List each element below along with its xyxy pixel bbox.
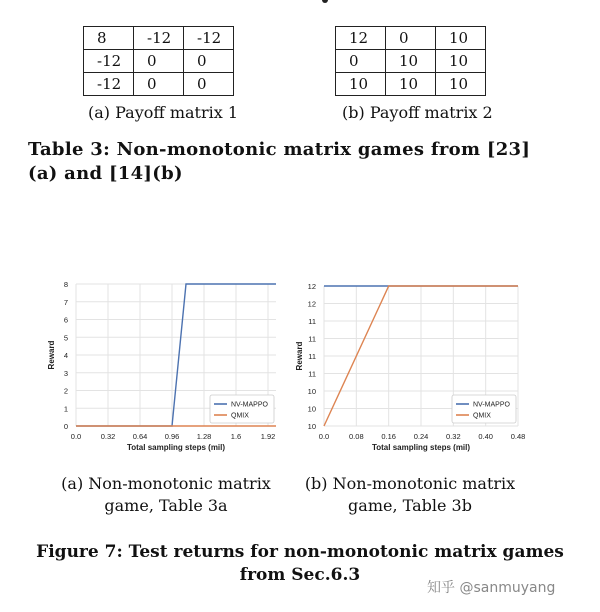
chart-a-caption: (a) Non-monotonic matrix game, Table 3a <box>61 474 271 515</box>
matrix-cell: 0 <box>134 73 184 96</box>
chart-b-caption: (b) Non-monotonic matrix game, Table 3b <box>304 474 516 515</box>
y-tick-label: 11 <box>308 334 316 344</box>
matrix-cell: -12 <box>184 27 234 50</box>
x-tick-label: 0.24 <box>413 432 429 441</box>
x-tick-label: 0.08 <box>349 432 364 441</box>
x-tick-label: 0.48 <box>510 432 526 441</box>
chart-a <box>38 270 288 465</box>
page-fragment <box>322 0 328 3</box>
matrix-cell: 10 <box>386 73 436 96</box>
legend-label: QMIX <box>473 412 491 420</box>
matrix-cell: 0 <box>134 50 184 73</box>
x-axis-label: Total sampling steps (mil) <box>126 443 226 452</box>
y-axis-label: Reward <box>295 341 304 371</box>
table-row <box>336 27 486 50</box>
y-tick-label: 10 <box>307 422 316 431</box>
table-row <box>84 27 234 50</box>
y-tick-label: 10 <box>307 387 316 396</box>
matrix-cell: -12 <box>84 50 134 73</box>
x-tick-label: 1.6 <box>230 432 242 441</box>
y-axis-label: Reward <box>47 340 56 370</box>
y-tick-label: 0 <box>63 422 68 431</box>
y-tick-label: 11 <box>308 317 316 326</box>
matrix-cell: 12 <box>336 27 386 50</box>
x-tick-label: 0.16 <box>381 432 396 441</box>
y-tick-label: 10 <box>307 404 316 414</box>
x-tick-label: 0.64 <box>132 432 148 441</box>
figure-caption: Figure 7: Test returns for non-monotonic matrix games from Sec.6.3 <box>36 542 564 585</box>
matrix-1-caption: (a) Payoff matrix 1 <box>88 103 239 122</box>
matrix-cell: 0 <box>336 50 386 73</box>
y-tick-label: 5 <box>63 333 68 343</box>
legend-label: NV-MAPPO <box>231 401 268 409</box>
legend-label: NV-MAPPO <box>473 401 510 409</box>
y-tick-label: 11 <box>308 369 316 379</box>
y-tick-label: 1 <box>63 404 68 414</box>
table-caption: Table 3: Non-monotonic matrix games from [23] (a) and [14](b) <box>28 139 531 184</box>
x-tick-label: 0.40 <box>478 432 493 441</box>
matrix-2-caption: (b) Payoff matrix 2 <box>342 103 493 122</box>
matrix-cell: 0 <box>184 50 234 73</box>
table-row <box>84 50 234 73</box>
y-tick-label: 3 <box>63 368 68 378</box>
x-tick-label: 1.28 <box>196 432 212 441</box>
x-tick-label: 0.0 <box>70 432 82 441</box>
table-row <box>336 50 486 73</box>
matrix-cell: 0 <box>386 27 436 50</box>
x-tick-label: 0.96 <box>164 432 180 441</box>
y-tick-label: 4 <box>63 351 68 360</box>
x-tick-label: 0.32 <box>446 432 461 441</box>
matrix-cell: 10 <box>436 27 486 50</box>
matrix-cell: 10 <box>436 73 486 96</box>
legend-label: QMIX <box>231 412 249 420</box>
chart-b <box>286 270 531 465</box>
y-tick-label: 12 <box>307 282 316 291</box>
x-tick-label: 0.32 <box>100 432 116 441</box>
y-tick-label: 2 <box>63 386 68 396</box>
matrix-cell: 10 <box>436 50 486 73</box>
matrix-cell: 8 <box>84 27 134 50</box>
y-tick-label: 8 <box>63 280 68 289</box>
matrix-cell: 0 <box>184 73 234 96</box>
y-tick-label: 12 <box>307 299 316 309</box>
payoff-matrix-2 <box>335 26 486 96</box>
watermark: 知乎 @sanmuyang <box>427 580 556 596</box>
table-row <box>84 73 234 96</box>
y-tick-label: 7 <box>63 297 68 307</box>
table-row <box>336 73 486 96</box>
matrix-cell: 10 <box>386 50 436 73</box>
y-tick-label: 6 <box>63 315 68 325</box>
matrix-cell: 10 <box>336 73 386 96</box>
matrix-cell: -12 <box>134 27 184 50</box>
x-tick-label: 1.92 <box>260 432 276 441</box>
x-axis-label: Total sampling steps (mil) <box>371 443 471 452</box>
x-tick-label: 0.0 <box>318 432 330 441</box>
y-tick-label: 11 <box>308 352 316 361</box>
matrix-cell: -12 <box>84 73 134 96</box>
payoff-matrix-1 <box>83 26 234 96</box>
